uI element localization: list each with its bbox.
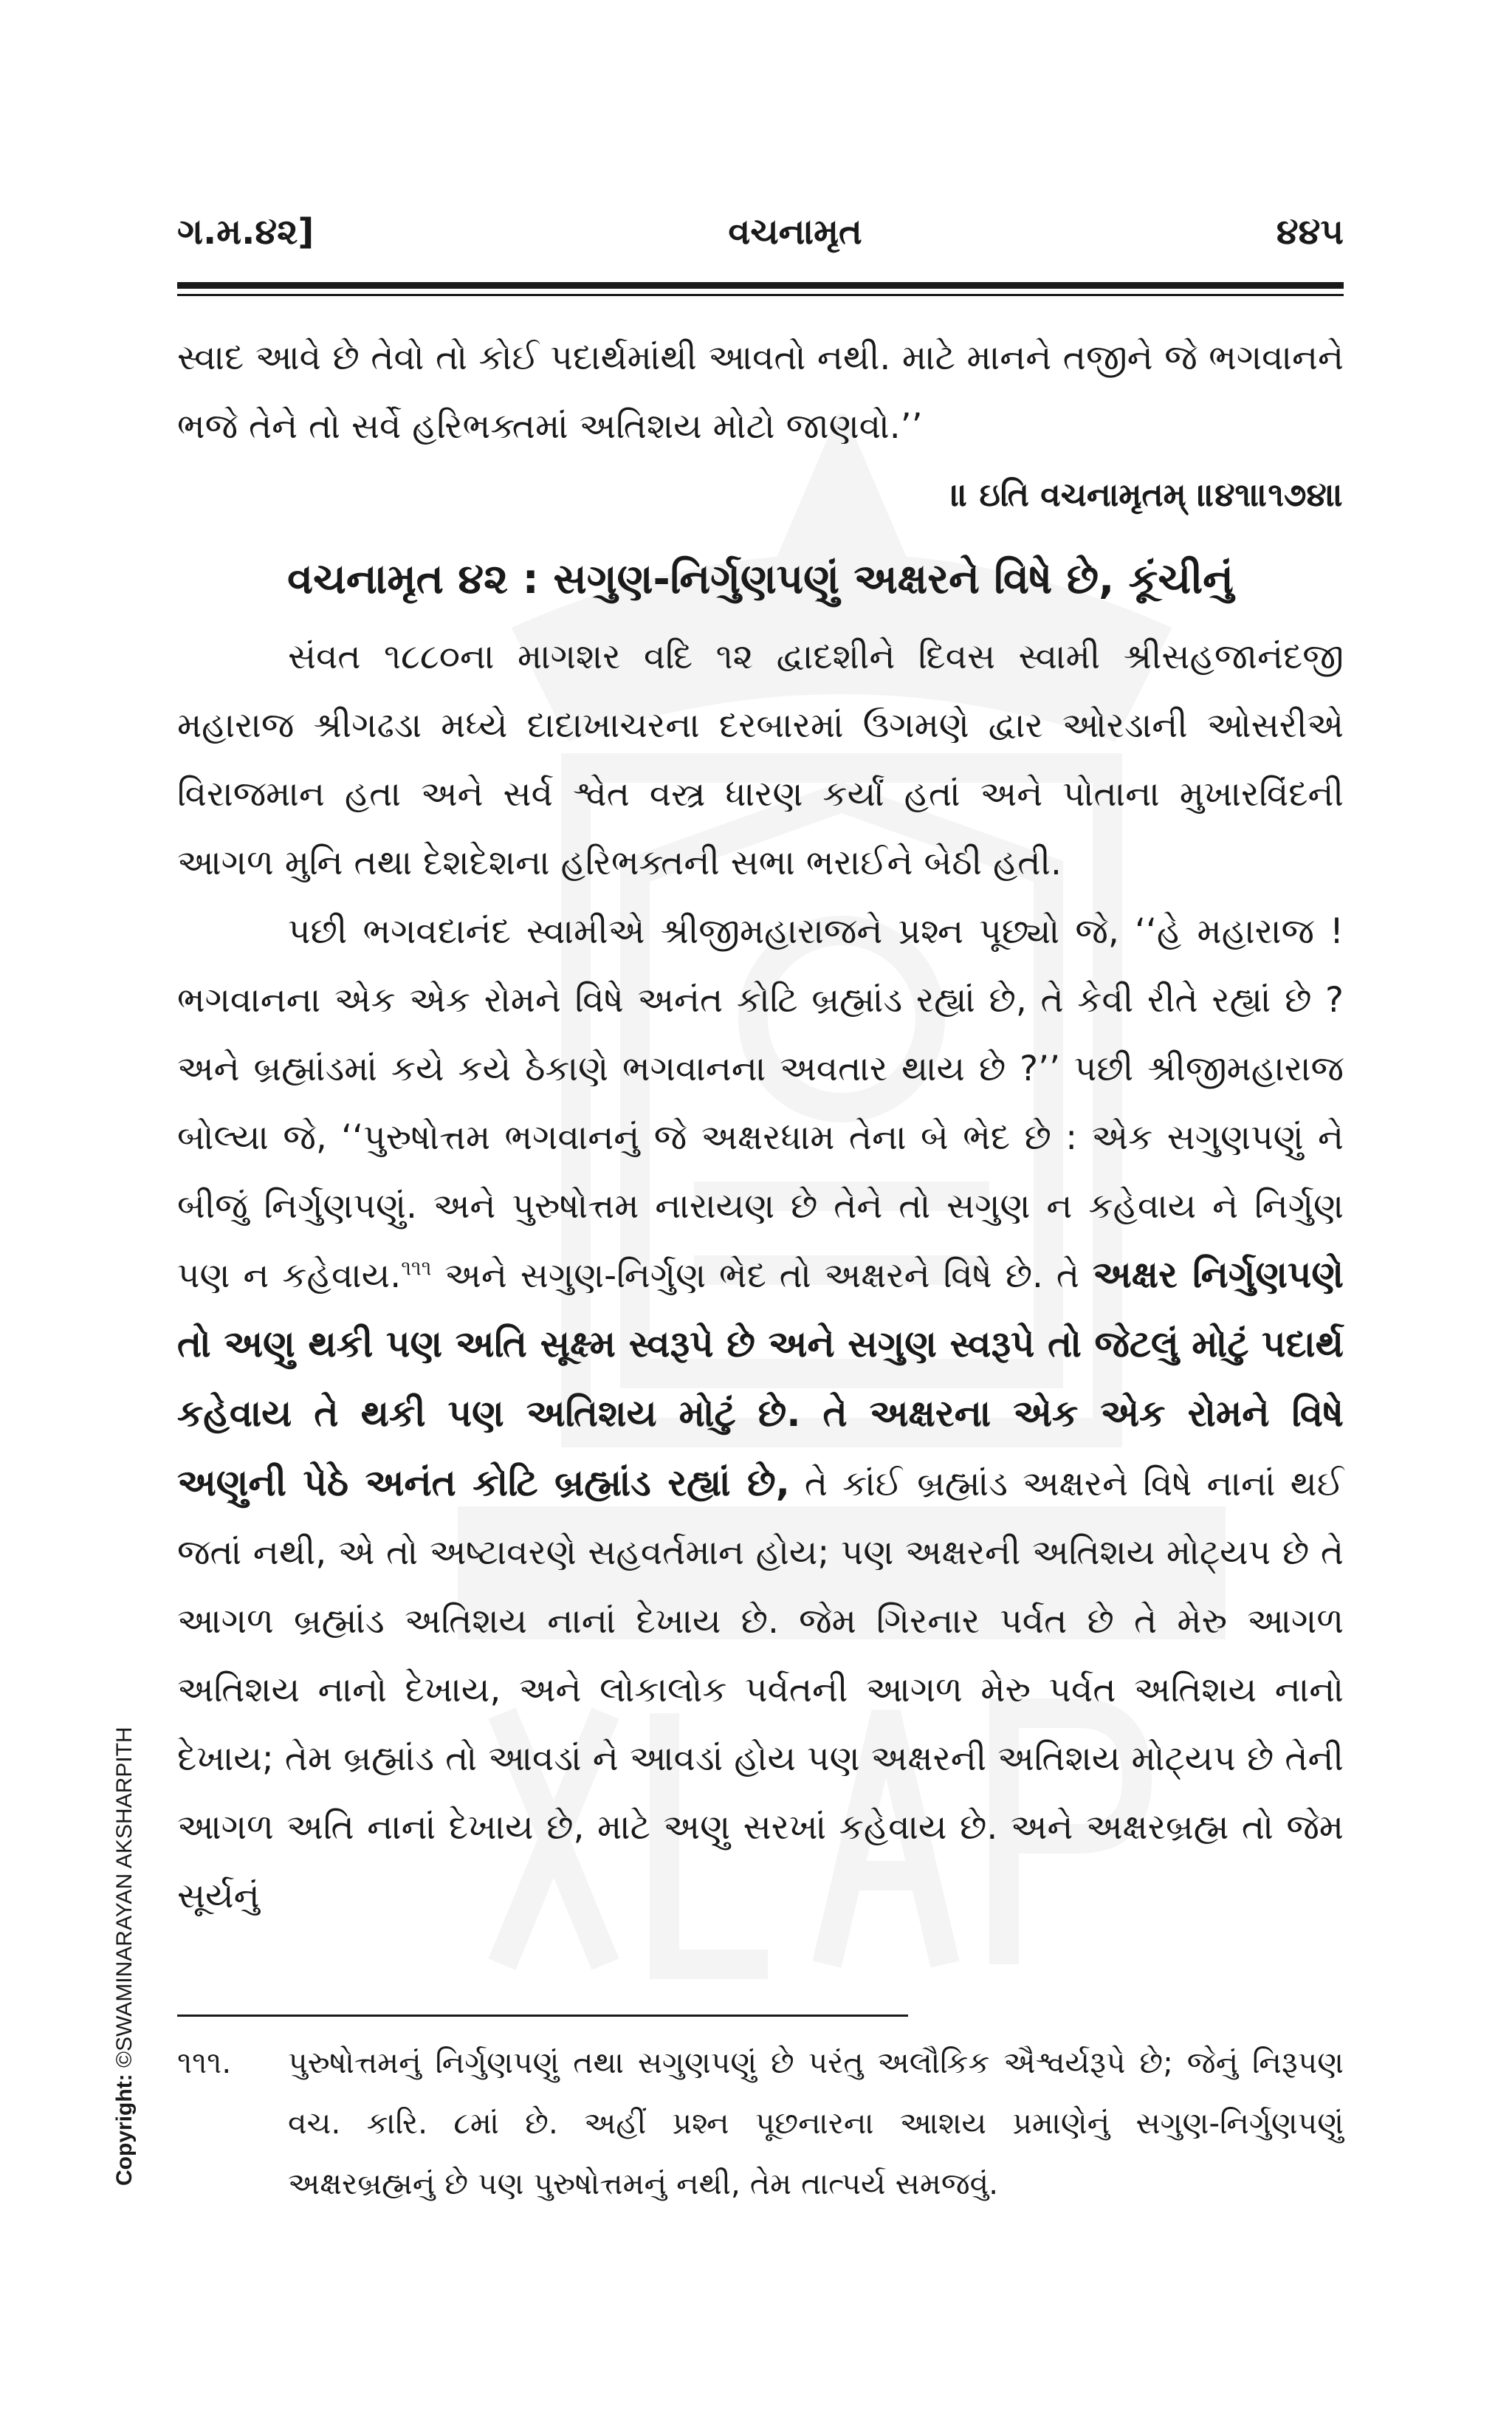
dialogue-text-c: તે કાંઈ બ્રહ્માંડ અક્ષરને વિષે નાનાં થઈ જતાં નથી, એ તો અષ્ટાવરણે સહવર્તમાન હોય; પણ અક્ષરની અતિશય મોટ્યપ છે તે આગળ બ્રહ્માંડ અતિશય નાનાં દેખાય છે. જેમ ગિરનાર પર્વત છે તે મેરુ આગળ અતિશય નાનો દેખાય, અને લોકાલોક પર્વતની આગળ મેરુ પર્વત અતિશય નાનો દેખાય; તેમ બ્રહ્માંડ તો આવડાં ને આવડાં હોય પણ અક્ષરની અતિશય મોટ્યપ છે તેની આગળ અતિ નાનાં દેખાય છે, માટે અણુ સરખાં કહેવાય છે. અને અક્ષરબ્રહ્મ તો જેમ સૂર્યનું [177,1464,1344,1916]
paragraph-setting: સંવત ૧૮૮૦ના માગશર વદિ ૧૨ દ્વાદશીને દિવસ સ્વામી શ્રીસહજાનંદજી મહારાજ શ્રીગઢડા મધ્યે દાદાખાચરના દરબારમાં ઉગમણે દ્વાર ઓરડાની ઓસરીએ વિરાજમાન હતા અને સર્વ શ્વેત વસ્ત્ર ધારણ કર્યાં હતાં અને પોતાના મુખારવિંદની આગળ મુનિ તથા દેશદેશના હરિભક્તની સભા ભરાઈને બેઠી હતી. [177,637,1344,883]
copyright-label: Copyright: [112,2074,137,2186]
page-number: ૪૪૫ [1276,211,1344,253]
dialogue-text-b: અને સગુણ-નિર્ગુણ ભેદ તો અક્ષરને વિષે છે. તે [431,1255,1093,1296]
header-rule-thin [177,294,1344,296]
body-text [177,323,1344,1930]
running-header [177,211,1344,263]
footnote-rule [177,2015,908,2017]
footnote-reference[interactable]: ૧૧૧ [401,1255,432,1280]
header-rule-thick [177,282,1344,289]
footnote-text: પુરુષોત્તમનું નિર્ગુણપણું તથા સગુણપણું છે પરંતુ અલૌકિક ઐશ્વર્યરૂપે છે; જેનું નિરૂપણ વચ. કારિ. ૮માં છે. અહીં પ્રશ્ન પૂછનારના આશય પ્રમાણેનું સગુણ-નિર્ગુણપણું અક્ષરબ્રહ્મનું છે પણ પુરુષોત્તમનું નથી, તેમ તાત્પર્ય સમજવું. [288,2045,1344,2201]
header-book-title: વચનામૃત [728,211,862,253]
dialogue-emphasis: અક્ષર નિર્ગુણપણે તો અણુ થકી પણ અતિ સૂક્ષ્મ સ્વરૂપે છે અને સગુણ સ્વરૂપે તો જેટલું મોટું પદાર્થ કહેવાય તે થકી પણ અતિશય મોટું છે. તે અક્ષરના એક એક રોમને વિષે અણુની પેઠે અનંત કોટિ બ્રહ્માંડ રહ્યાં છે, [177,1253,1344,1504]
discourse-ender: ॥ ઇતિ વચનામૃતમ્ ॥૪૧॥૧૭૪॥ [950,476,1344,514]
paragraph-dialogue [177,897,1344,1930]
footnote [177,2032,1344,2214]
header-section-ref: ગ.મ.૪૨] [177,211,315,253]
copyright-owner: ©SWAMINARAYAN AKSHARPITH [112,1727,137,2068]
discourse-title: વચનામૃત ૪૨ : સગુણ-નિર્ગુણપણું અક્ષરને વિષે છે, કૂંચીનું [287,555,1234,603]
copyright-notice [112,1727,137,2186]
footnote-number: ૧૧૧. [177,2045,232,2080]
dialogue-text-a: પછી ભગવદાનંદ સ્વામીએ શ્રીજીમહારાજને પ્રશ્ન પૂછ્યો જે, ‘‘હે મહારાજ ! ભગવાનના એક એક રોમને વિષે અનંત કોટિ બ્રહ્માંડ રહ્યાં છે, તે કેવી રીતે રહ્યાં છે ? અને બ્રહ્માંડમાં કયે કયે ઠેકાણે ભગવાનના અવતાર થાય છે ?’’ પછી શ્રીજીમહારાજ બોલ્યા જે, ‘‘પુરુષોત્તમ ભગવાનનું જે અક્ષરધામ તેના બે ભેદ છે : એક સગુણપણું ને બીજું નિર્ગુણપણું. અને પુરુષોત્તમ નારાયણ છે તેને તો સગુણ ન કહેવાય ને નિર્ગુણ પણ ન કહેવાય. [177,911,1344,1296]
paragraph-continuation: સ્વાદ આવે છે તેવો તો કોઈ પદાર્થમાંથી આવતો નથી. માટે માનને તજીને જે ભગવાનને ભજે તેને તો સર્વે હરિભક્તમાં અતિશય મોટો જાણવો.’’ [177,337,1344,447]
